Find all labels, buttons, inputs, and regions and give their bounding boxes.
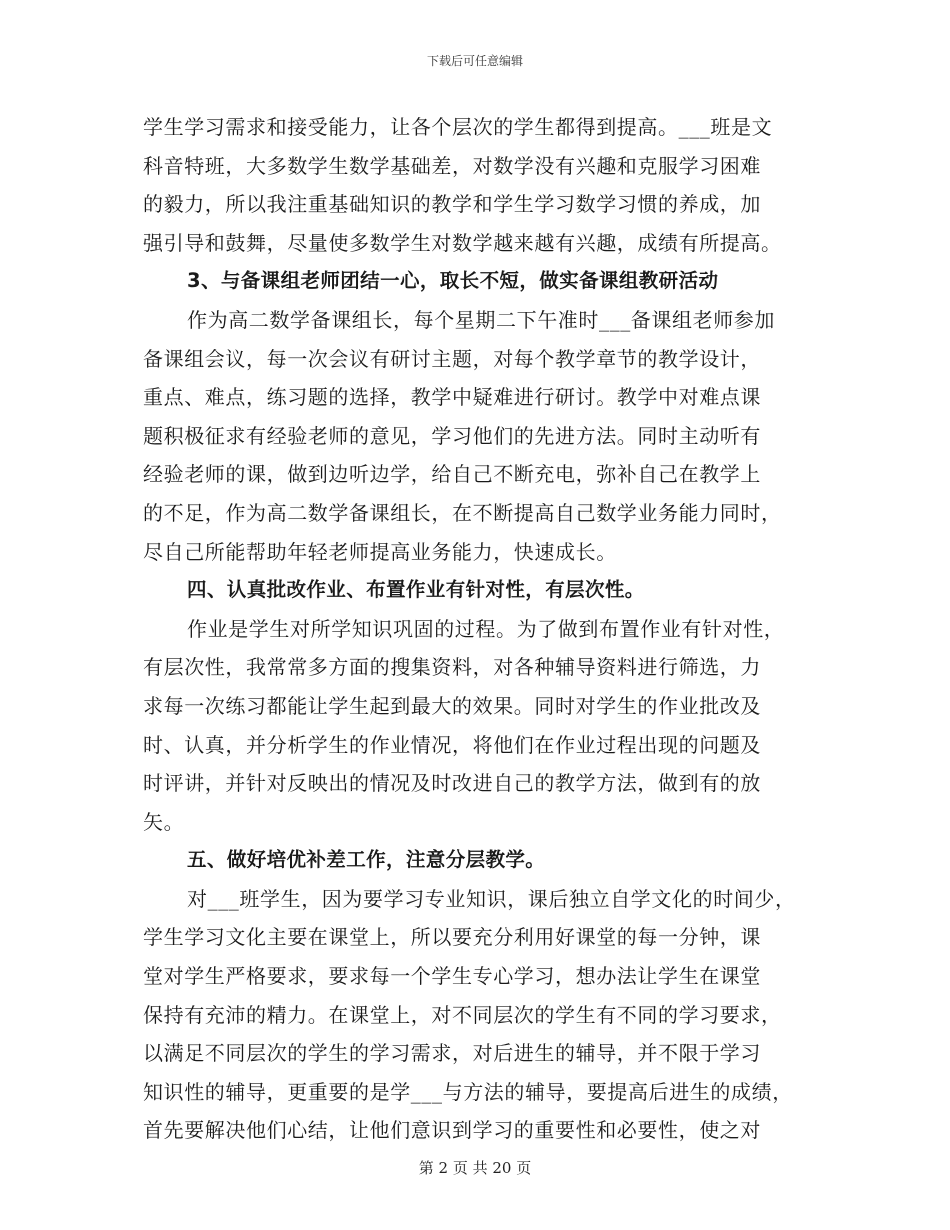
text-line: 备课组会议，每一次会议有研讨主题，对每个教学章节的教学设计， <box>143 346 761 371</box>
text-line: 求每一次练习都能让学生起到最大的效果。同时对学生的作业批改及 <box>143 693 761 718</box>
paragraph <box>143 610 813 842</box>
text-line: 知识性的辅导，更重要的是学___与方法的辅导，要提高后进生的成绩， <box>143 1079 793 1104</box>
paragraph <box>143 108 813 262</box>
text-line: 对___班学生，因为要学习专业知识，课后独立自学文化的时间少， <box>187 886 796 911</box>
text-line: 的毅力，所以我注重基础知识的教学和学生学习数学习惯的养成，加 <box>143 192 761 217</box>
text-line: 科音特班，大多数学生数学基础差，对数学没有兴趣和克服学习困难 <box>143 153 761 178</box>
text-line: 作业是学生对所学知识巩固的过程。为了做到布置作业有针对性， <box>187 616 785 641</box>
text-line: 的不足，作为高二数学备课组长，在不断提高自己数学业务能力同时， <box>143 500 782 525</box>
text-line: 题积极征求有经验老师的意见，学习他们的先进方法。同时主动听有 <box>143 423 761 448</box>
text-line: 堂对学生严格要求，要求每一个学生专心学习，想办法让学生在课堂 <box>143 964 761 989</box>
paragraph <box>143 301 813 571</box>
text-line: 保持有充沛的精力。在课堂上，对不同层次的学生有不同的学习要求， <box>143 1002 782 1027</box>
text-line: 以满足不同层次的学生的学习需求，对后进生的辅导，并不限于学习 <box>143 1041 761 1066</box>
text-line: 经验老师的课，做到边听边学，给自己不断充电，弥补自己在教学上 <box>143 462 761 487</box>
text-line: 矢。 <box>143 809 185 834</box>
document-body <box>143 108 813 1150</box>
text-line: 尽自己所能帮助年轻老师提高业务能力，快速成长。 <box>143 539 617 564</box>
section-heading: 五、做好培优补差工作，注意分层教学。 <box>187 848 546 872</box>
page-header-note: 下载后可任意编辑 <box>426 54 523 68</box>
text-line: 首先要解决他们心结，让他们意识到学习的重要性和必要性，使之对 <box>143 1118 761 1143</box>
text-line: 学生学习文化主要在课堂上，所以要充分利用好课堂的每一分钟，课 <box>143 925 761 950</box>
text-line: 有层次性，我常常多方面的搜集资料，对各种辅导资料进行筛选，力 <box>143 655 761 680</box>
text-line: 强引导和鼓舞，尽量使多数学生对数学越来越有兴趣，成绩有所提高。 <box>143 230 782 255</box>
page-number: 第 2 页 共 20 页 <box>418 1159 532 1177</box>
paragraph <box>143 880 813 1150</box>
text-line: 时评讲，并针对反映出的情况及时改进自己的教学方法，做到有的放 <box>143 771 761 796</box>
text-line: 时、认真，并分析学生的作业情况，将他们在作业过程出现的问题及 <box>143 732 761 757</box>
text-line: 重点、难点，练习题的选择，教学中疑难进行研讨。教学中对难点课 <box>143 385 761 410</box>
section-heading: 3、与备课组老师团结一心，取长不短，做实备课组教研活动 <box>187 269 719 293</box>
text-line: 作为高二数学备课组长，每个星期二下午准时___备课组老师参加 <box>187 307 775 332</box>
section-heading: 四、认真批改作业、布置作业有针对性，有层次性。 <box>187 578 645 602</box>
text-line: 学生学习需求和接受能力，让各个层次的学生都得到提高。___班是文 <box>143 115 773 139</box>
